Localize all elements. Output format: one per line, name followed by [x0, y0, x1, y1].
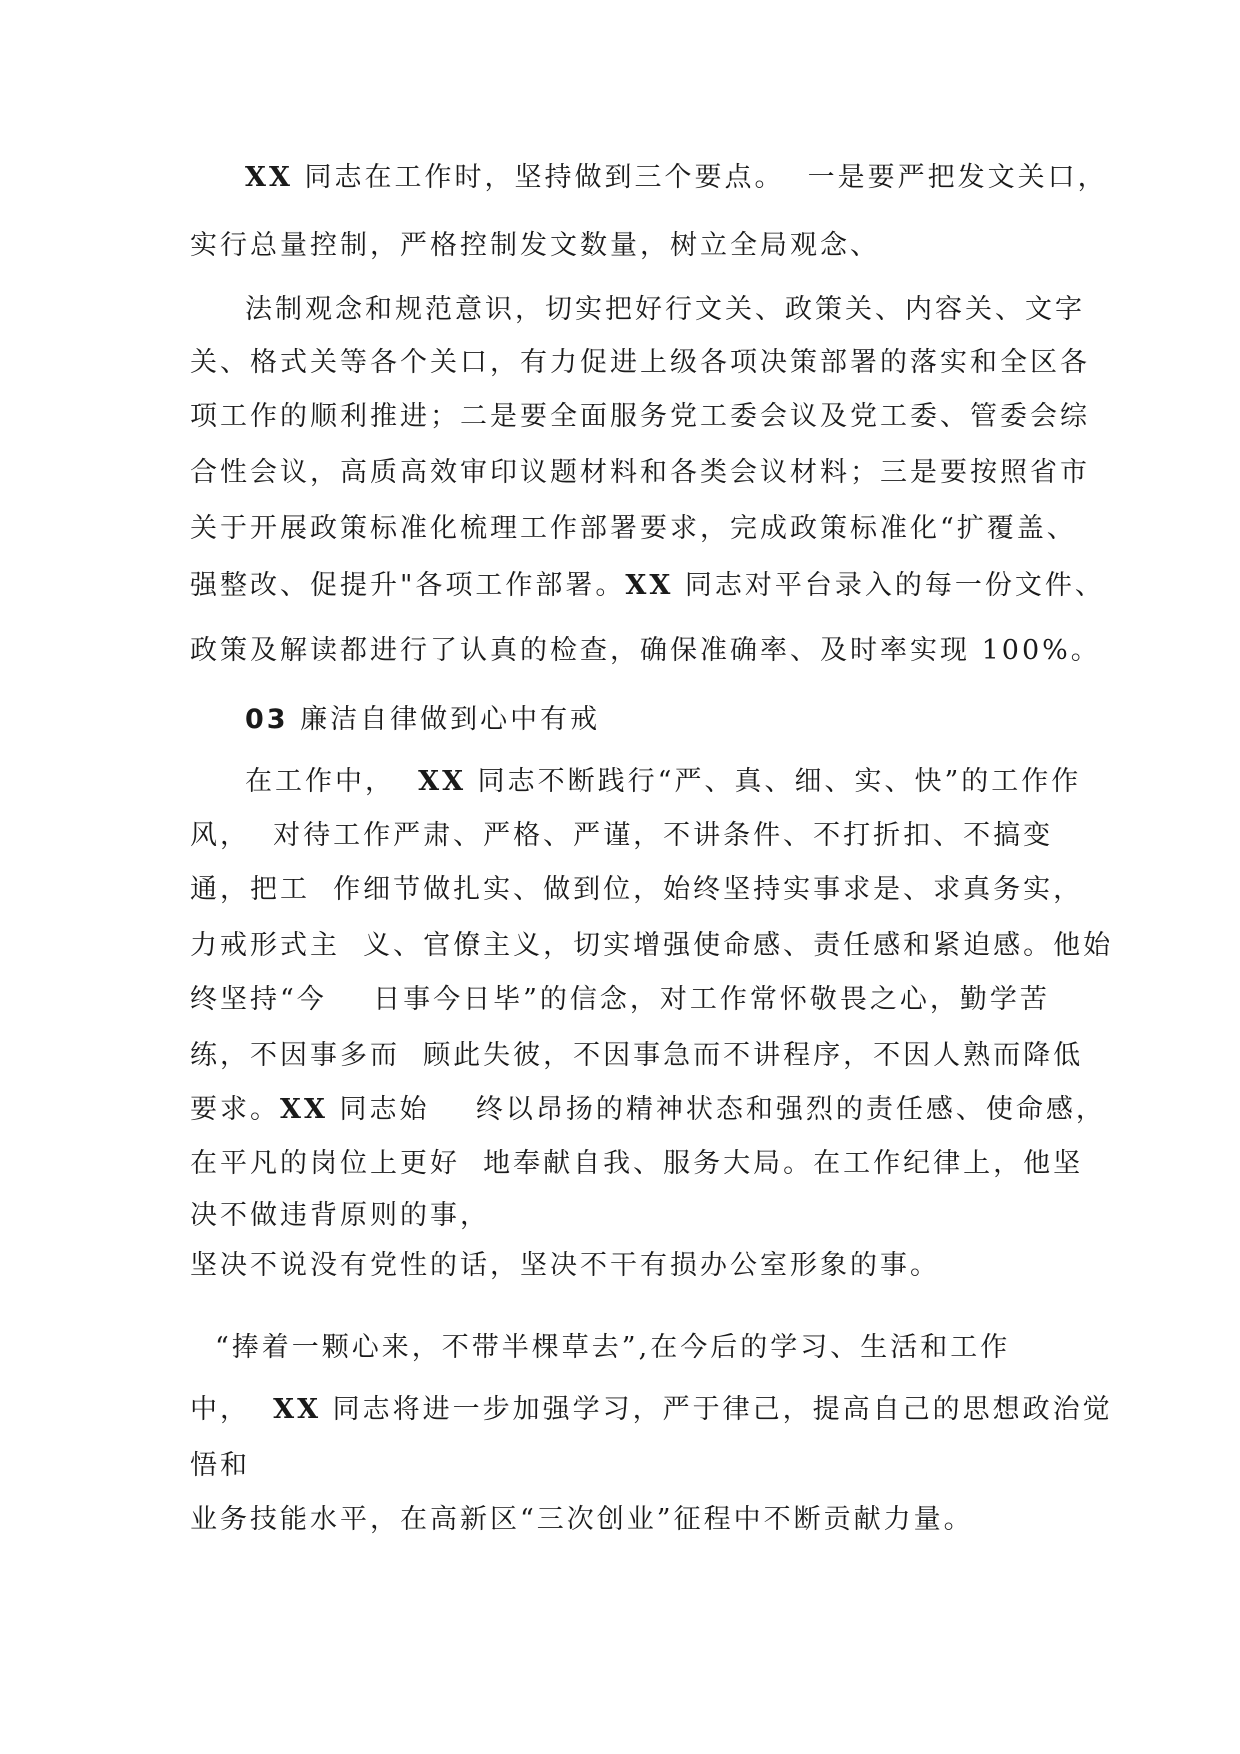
text-span: 在工作中， — [245, 766, 419, 797]
text-span: 要求。 — [190, 1094, 280, 1125]
paragraph-4-line-3: 悟和 — [190, 1450, 250, 1481]
paragraph-3-line-10: 坚决不说没有党性的话，坚决不干有损办公室形象的事。 — [190, 1250, 940, 1281]
paragraph-2-line-4: 合性会议，高质高效审印议题材料和各类会议材料；三是要按照省市 — [190, 457, 1090, 488]
paragraph-2-line-2: 关、格式关等各个关口，有力促进上级各项决策部署的落实和全区各 — [190, 347, 1090, 378]
paragraph-1-line-2: 实行总量控制，严格控制发文数量，树立全局观念、 — [190, 230, 880, 261]
paragraph-3-line-9: 决不做违背原则的事， — [190, 1200, 490, 1231]
section-heading — [245, 702, 600, 738]
paragraph-4-line-1: “捧着一颗心来，不带半棵草去”,在今后的学习、生活和工作 — [215, 1332, 1011, 1363]
text-span: 同志在工作时，坚持做到三个要点。 一是要严把发文关口， — [292, 162, 1108, 193]
paragraph-2-line-5: 关于开展政策标准化梳理工作部署要求，完成政策标准化“扩覆盖、 — [190, 513, 1077, 544]
text-span: 同志将进一步加强学习，严于律己，提高自己的思想政治觉 — [321, 1394, 1113, 1425]
paragraph-3-line-5: 终坚持“今 日事今日毕”的信念，对工作常怀敬畏之心，勤学苦 — [190, 984, 1050, 1015]
name-placeholder: XX — [418, 766, 467, 797]
paragraph-3-line-7 — [190, 1092, 1106, 1128]
paragraph-3-line-6: 练，不因事多而 顾此失彼，不因事急而不讲程序，不因人熟而降低 — [190, 1040, 1084, 1071]
paragraph-2-line-3: 项工作的顺利推进；二是要全面服务党工委会议及党工委、管委会综 — [190, 401, 1090, 432]
paragraph-3-line-8: 在平凡的岗位上更好 地奉献自我、服务大局。在工作纪律上，他坚 — [190, 1148, 1084, 1179]
text-span: 强整改、促提升"各项工作部署。 — [190, 570, 626, 601]
name-placeholder: XX — [273, 1394, 322, 1425]
paragraph-2-line-6 — [190, 568, 1105, 604]
paragraph-3-line-4: 力戒形式主 义、官僚主义，切实增强使命感、责任感和紧迫感。他始 — [190, 930, 1114, 961]
text-span: 同志对平台录入的每一份文件、 — [673, 570, 1105, 601]
paragraph-4-line-4: 业务技能水平，在高新区“三次创业”征程中不断贡献力量。 — [190, 1504, 974, 1535]
section-number: 03 — [245, 704, 289, 735]
paragraph-1-line-1 — [245, 160, 1108, 196]
name-placeholder: XX — [280, 1094, 328, 1125]
name-placeholder: XX — [625, 570, 674, 601]
paragraph-3-line-2: 风， 对待工作严肃、严格、严谨，不讲条件、不打折扣、不搞变 — [190, 820, 1054, 851]
section-title: 廉洁自律做到心中有戒 — [288, 704, 601, 735]
paragraph-2-line-7: 政策及解读都进行了认真的检查，确保准确率、及时率实现 100%。 — [190, 635, 1101, 666]
paragraph-3-line-3: 通，把工 作细节做扎实、做到位，始终坚持实事求是、求真务实， — [190, 874, 1084, 905]
text-span: 同志始 终以昂扬的精神状态和强烈的责任感、使命感， — [327, 1094, 1106, 1125]
text-span: 中， — [190, 1394, 274, 1425]
paragraph-4-line-2 — [190, 1392, 1113, 1428]
paragraph-3-line-1 — [245, 764, 1081, 800]
name-placeholder: XX — [245, 162, 293, 193]
paragraph-2-line-1: 法制观念和规范意识，切实把好行文关、政策关、内容关、文字 — [245, 294, 1085, 325]
text-span: 同志不断践行“严、真、细、实、快”的工作作 — [466, 766, 1082, 797]
